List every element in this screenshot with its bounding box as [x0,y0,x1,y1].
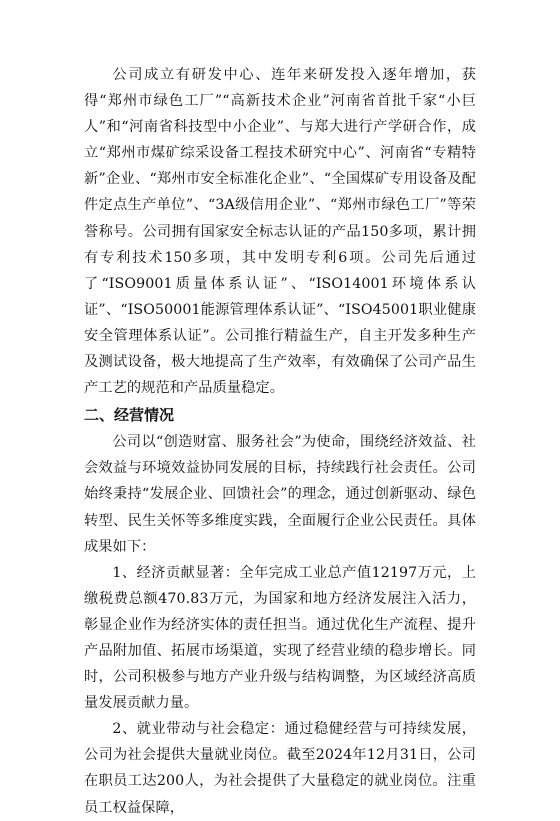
intro-paragraph: 公司成立有研发中心、连年来研发投入逐年增加，获得“郑州市绿色工厂”“高新技术企业”河南省首批千家“小巨人”和“河南省科技型中小企业”、与郑大进行产学研合作，成立“郑州市煤矿综采设备工程技术研究中心”、河南省“专精特新”企业、“郑州市安全标准化企业”、“全国煤矿专用设备及配件定点生产单位”、“3A级信用企业”、“郑州市绿色工厂”等荣誉称号。公司拥有国家安全标志认证的产品150多项，累计拥有专利技术150多项，其中发明专利6项。公司先后通过了“ISO9001质量体系认证”、“ISO14001环境体系认证”、“ISO50001能源管理体系认证”、“ISO45001职业健康安全管理体系认证”。公司推行精益生产，自主开发多种生产及测试设备，极大地提高了生产效率，有效确保了公司产品生产工艺的规范和产品质量稳定。 [84,67,476,397]
operations-paragraph: 公司以“创造财富、服务社会”为使命，围绕经济效益、社会效益与环境效益协同发展的目标，持续践行社会责任。公司始终秉持“发展企业、回馈社会”的理念，通过创新驱动、绿色转型、民生关怀等多维度实践，全面履行企业公民责任。具体成果如下： [84,434,476,555]
economic-contribution-paragraph: 1、经济贡献显著：全年完成工业总产值12197万元，上缴税费总额470.83万元，为国家和地方经济发展注入活力，彰显企业作为经济实体的责任担当。通过优化生产流程、提升产品附加值、拓展市场渠道，实现了经营业绩的稳步增长。同时，公司积极参与地方产业升级与结构调整，为区域经济高质量发展贡献力量。 [84,564,476,712]
section-heading: 二、经营情况 [84,406,175,425]
document-page [84,62,476,821]
employment-paragraph: 2、就业带动与社会稳定：通过稳健经营与可持续发展，公司为社会提供大量就业岗位。截至2024年12月31日，公司在职员工达200人，为社会提供了大量稳定的就业岗位。注重员工权益保障， [84,721,476,816]
